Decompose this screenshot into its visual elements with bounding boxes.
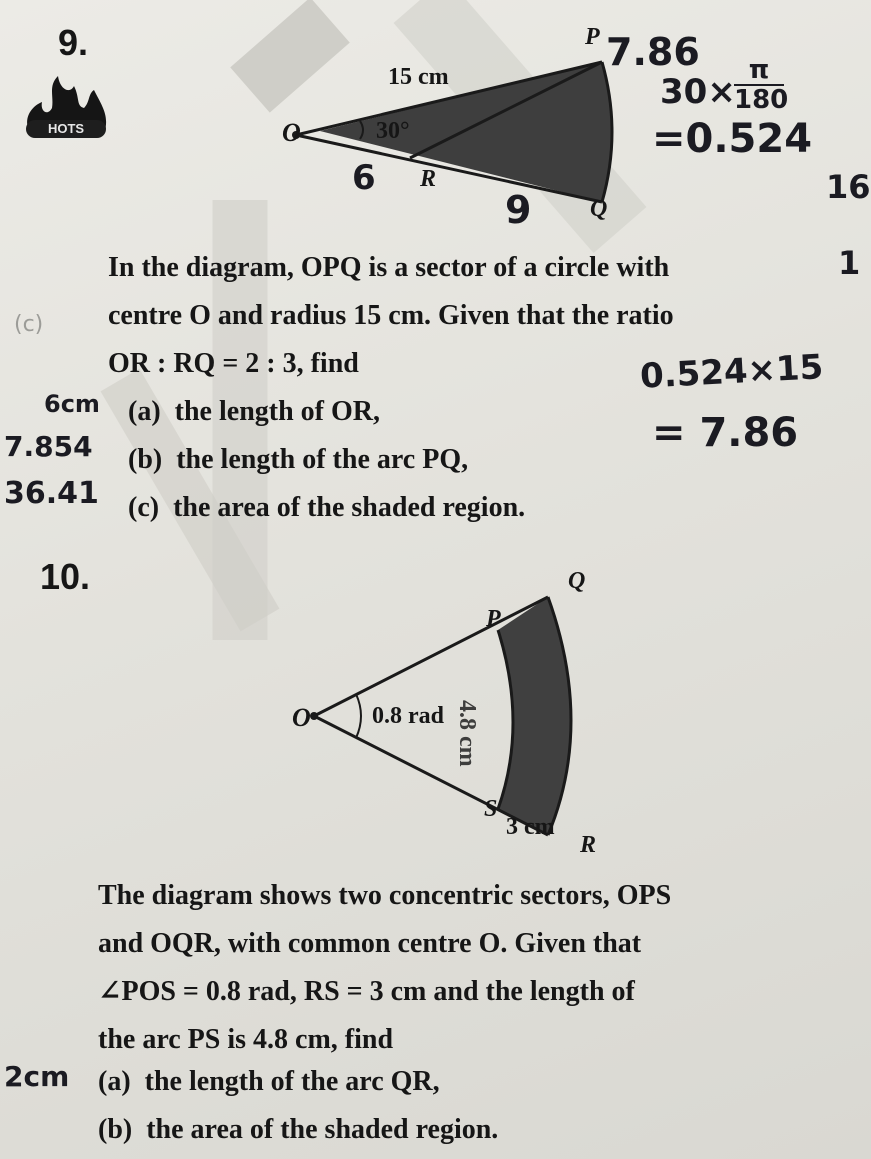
hw-top-right-2: 30×	[660, 72, 736, 112]
q10-line-4: the arc PS is 4.8 cm, find	[98, 1024, 394, 1055]
q9-line-2: centre O and radius 15 cm. Given that the ratio	[108, 300, 674, 331]
hw-margin-c: 36.41	[4, 476, 99, 511]
hw-top-right-1: 7.86	[606, 30, 700, 74]
hw-fraction: π 180	[734, 55, 789, 115]
q10-part-b: (b) the area of the shaded region.	[98, 1114, 499, 1145]
q10-line-1: The diagram shows two concentric sectors, OPS	[98, 880, 672, 911]
q9-line-1: In the diagram, OPQ is a sector of a circle with	[108, 252, 670, 283]
hw-mid-right-1: 0.524×15	[639, 347, 825, 397]
q10-label-p: P	[486, 606, 501, 632]
q10-part-a: (a) the length of the arc QR,	[98, 1066, 440, 1097]
q10-angle-arc	[356, 694, 361, 738]
hots-label: HOTS	[26, 120, 106, 138]
q9-angle-label: 30°	[376, 118, 410, 144]
q9-label-r: R	[420, 166, 437, 192]
q10-arc-label: 4.8 cm	[454, 700, 480, 767]
q9-part-b: (b) the length of the arc PQ,	[128, 444, 469, 475]
q9-line-3: OR : RQ = 2 : 3, find	[108, 348, 359, 379]
q9-label-p: P	[585, 24, 600, 50]
q10-parts	[98, 1058, 838, 1154]
hw-margin-q10a: 2cm	[4, 1060, 70, 1093]
hw-edge-16: 16	[826, 168, 871, 206]
question-10-number: 10.	[40, 556, 91, 597]
q9-label-o: O	[282, 118, 301, 147]
hw-mid-right-2: = 7.86	[652, 410, 799, 456]
q10-question-text	[98, 872, 838, 1064]
hw-edge-1: 1	[838, 244, 861, 282]
q10-line-2: and OQR, with common centre O. Given that	[98, 928, 642, 959]
hw-diagram-6: 6	[352, 158, 376, 198]
q9-label-q: Q	[590, 196, 608, 222]
hw-diagram-9: 9	[505, 188, 532, 232]
hw-left-bracket: (c)	[14, 312, 44, 337]
hw-top-right-3: =0.524	[652, 116, 813, 162]
q9-sector-diagram	[270, 20, 630, 250]
q10-label-r: R	[580, 832, 597, 858]
q9-radius-label: 15 cm	[388, 64, 449, 90]
question-9-number: 9.	[58, 22, 89, 63]
hots-badge	[18, 72, 118, 140]
q10-label-o: O	[292, 703, 311, 732]
hw-margin-a: 6cm	[44, 390, 100, 418]
q10-label-q: Q	[568, 568, 586, 594]
q10-label-s: S	[484, 796, 498, 822]
q10-line-3: ∠POS = 0.8 rad, RS = 3 cm and the length of	[98, 976, 635, 1007]
q10-rs-label: 3 cm	[506, 814, 555, 840]
q9-arc-pq	[602, 62, 612, 202]
q9-part-a: (a) the length of OR,	[128, 396, 380, 427]
hw-margin-b: 7.854	[4, 430, 93, 463]
q10-angle-label: 0.8 rad	[372, 703, 444, 729]
q9-part-c: (c) the area of the shaded region.	[128, 492, 526, 523]
